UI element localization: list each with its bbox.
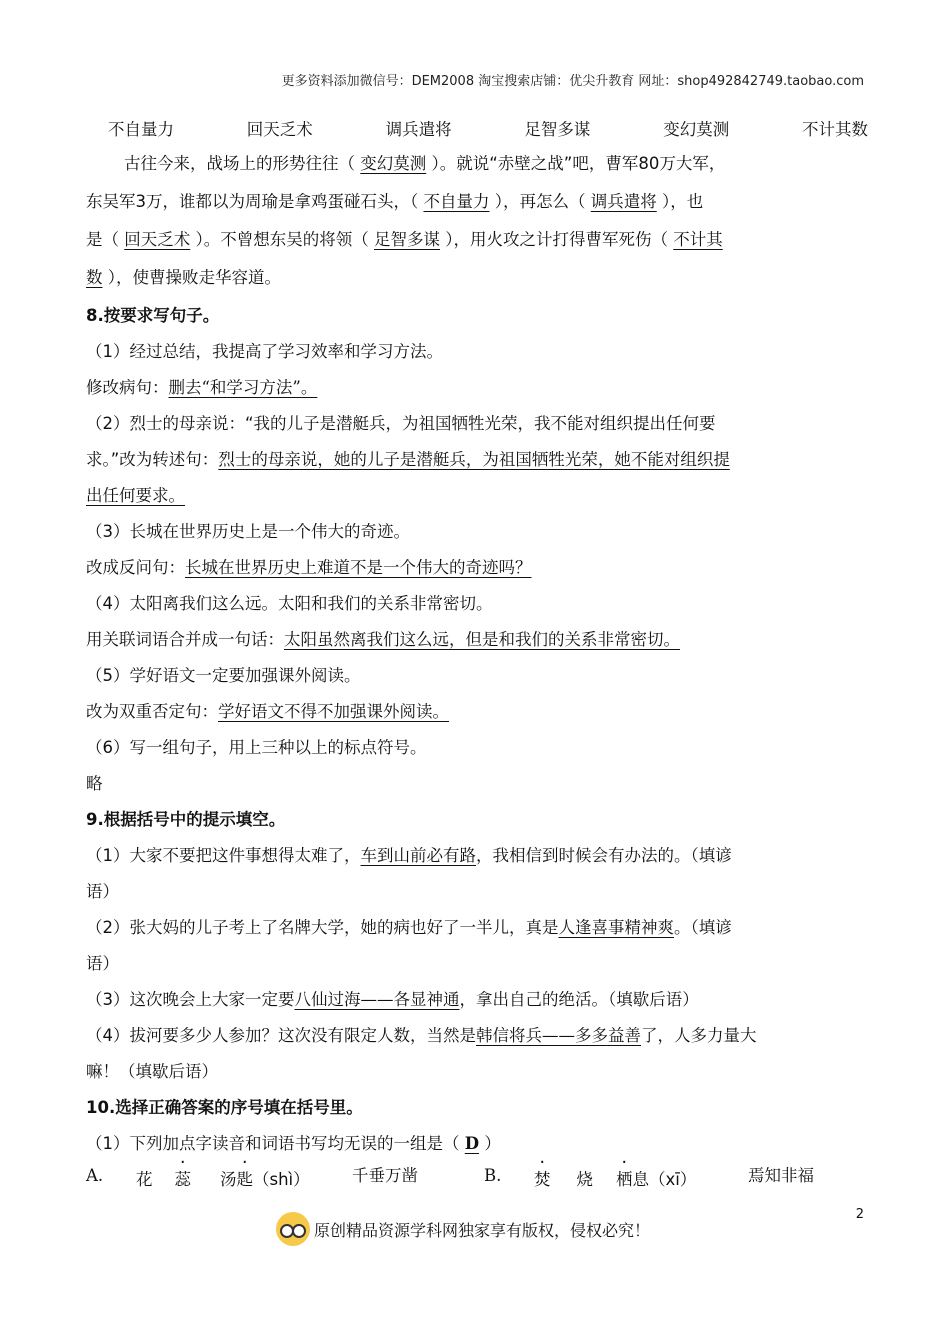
question-text: 语） [86, 954, 119, 973]
question-text: （5）学好语文一定要加强课外阅读。 [86, 666, 361, 685]
question-text: 语） [86, 882, 119, 901]
page-header: 更多资料添加微信号：DEM2008 淘宝搜索店铺：优尖升教育 网址：shop492842749.taobao.com [281, 74, 864, 89]
option-b-word: 焉知非福 [748, 1166, 814, 1185]
option-a-word: 汤匙（shì） [220, 1166, 310, 1190]
answer: 出任何要求。 [86, 486, 185, 505]
answer: 回天乏术 [124, 230, 191, 249]
answer: 学好语文不得不加强课外阅读。 [218, 702, 449, 721]
answer: 长城在世界历史上难道不是一个伟大的奇迹吗？ [185, 558, 532, 577]
question-text: （1）经过总结，我提高了学习效率和学习方法。 [86, 342, 443, 361]
answer: 车到山前必有路 [360, 846, 476, 865]
page-footer: 原创精品资源学科网独家享有版权，侵权必究！ [276, 1212, 650, 1246]
answer-line: 用关联词语合并成一句话：太阳虽然离我们这么远，但是和我们的关系非常密切。 [86, 630, 680, 649]
answer-line [86, 482, 185, 506]
word-bank-item: 足智多谋 [524, 120, 591, 139]
option-b-label: B. [484, 1166, 502, 1185]
owl-logo-icon [276, 1212, 310, 1246]
answer-line: 改成反问句：长城在世界历史上难道不是一个伟大的奇迹吗？ [86, 558, 532, 577]
option-a-word: 花 蕊 [136, 1166, 191, 1190]
question-text: （2）张大妈的儿子考上了名牌大学，她的病也好了一半儿，真是人逢喜事精神爽。（填谚 [86, 918, 732, 937]
word-bank [108, 116, 868, 140]
passage-line: 东吴军3万，谁都以为周瑜是拿鸡蛋碰石头，（ 不自量力 ），再怎么（ 调兵遣将 ），也 [86, 192, 704, 211]
answer: 八仙过海——各显神通 [294, 990, 460, 1009]
question-text: （1）大家不要把这件事想得太难了，车到山前必有路，我相信到时候会有办法的。（填谚 [86, 846, 732, 865]
dotted-char: 栖 [616, 1170, 633, 1189]
question-text: 嘛！（填歇后语） [86, 1062, 218, 1081]
answer-line: 改为双重否定句：学好语文不得不加强课外阅读。 [86, 702, 449, 721]
option-b-word: 焚 烧 [534, 1166, 593, 1190]
question-text: （3）长城在世界历史上是一个伟大的奇迹。 [86, 522, 410, 541]
answer-line: 修改病句：删去“和学习方法”。 [86, 378, 318, 397]
dotted-char: 匙 [236, 1170, 253, 1189]
answer: D [464, 1134, 480, 1153]
answer: 不自量力 [423, 192, 490, 211]
dotted-char: 蕊 [174, 1170, 191, 1189]
question-text: （4）拔河要多少人参加？这次没有限定人数，当然是韩信将兵——多多益善了，人多力量大 [86, 1026, 757, 1045]
question-text: （2）烈士的母亲说：“我的儿子是潜艇兵，为祖国牺牲光荣，我不能对组织提出任何要 [86, 414, 716, 433]
answer: 变幻莫测 [360, 154, 427, 173]
option-a-label: A. [86, 1166, 104, 1185]
answer: 太阳虽然离我们这么远，但是和我们的关系非常密切。 [284, 630, 680, 649]
passage-line: 是（ 回天乏术 ）。不曾想东吴的将领（ 足智多谋 ），用火攻之计打得曹军死伤（ 不计其 [86, 230, 723, 249]
answer: 数 [86, 268, 103, 287]
answer: 调兵遣将 [590, 192, 657, 211]
word-bank-item: 不自量力 [108, 120, 174, 139]
option-a-word: 千垂万凿 [352, 1166, 418, 1185]
page-number: 2 [855, 1207, 864, 1222]
answer: 足智多谋 [374, 230, 440, 249]
dotted-char: 焚 [534, 1170, 551, 1189]
question-text: （1）下列加点字读音和词语书写均无误的一组是（ D ） [86, 1134, 501, 1153]
option-b-word: 栖息（xī） [616, 1166, 696, 1190]
answer: 人逢喜事精神爽 [558, 918, 674, 937]
question-text: （6）写一组句子，用上三种以上的标点符号。 [86, 738, 427, 757]
passage-line: 古往今来，战场上的形势往往（ 变幻莫测 ）。就说“赤壁之战”吧，曹军80万大军， [124, 154, 726, 173]
answer: 烈士的母亲说，她的儿子是潜艇兵，为祖国牺牲光荣，她不能对组织提 [218, 450, 730, 469]
answer: 不计其 [673, 230, 723, 249]
question-8-title: 8.按要求写句子。 [86, 306, 220, 325]
question-10-title: 10.选择正确答案的序号填在括号里。 [86, 1098, 363, 1117]
word-bank-item: 调兵遣将 [385, 120, 452, 139]
word-bank-item: 回天乏术 [246, 120, 313, 139]
question-text: （3）这次晚会上大家一定要八仙过海——各显神通，拿出自己的绝活。（填歇后语） [86, 990, 699, 1009]
question-9-title: 9.根据括号中的提示填空。 [86, 810, 286, 829]
answer-line: 求。”改为转述句：烈士的母亲说，她的儿子是潜艇兵，为祖国牺牲光荣，她不能对组织提 [86, 450, 730, 469]
word-bank-item: 不计其数 [801, 120, 868, 139]
passage-line: 数 ），使曹操败走华容道。 [86, 268, 281, 287]
word-bank-item: 变幻莫测 [663, 120, 730, 139]
answer: 韩信将兵——多多益善 [476, 1026, 641, 1045]
answer-line: 略 [86, 774, 103, 793]
question-text: （4）太阳离我们这么远。太阳和我们的关系非常密切。 [86, 594, 493, 613]
answer: 删去“和学习方法”。 [168, 378, 318, 397]
